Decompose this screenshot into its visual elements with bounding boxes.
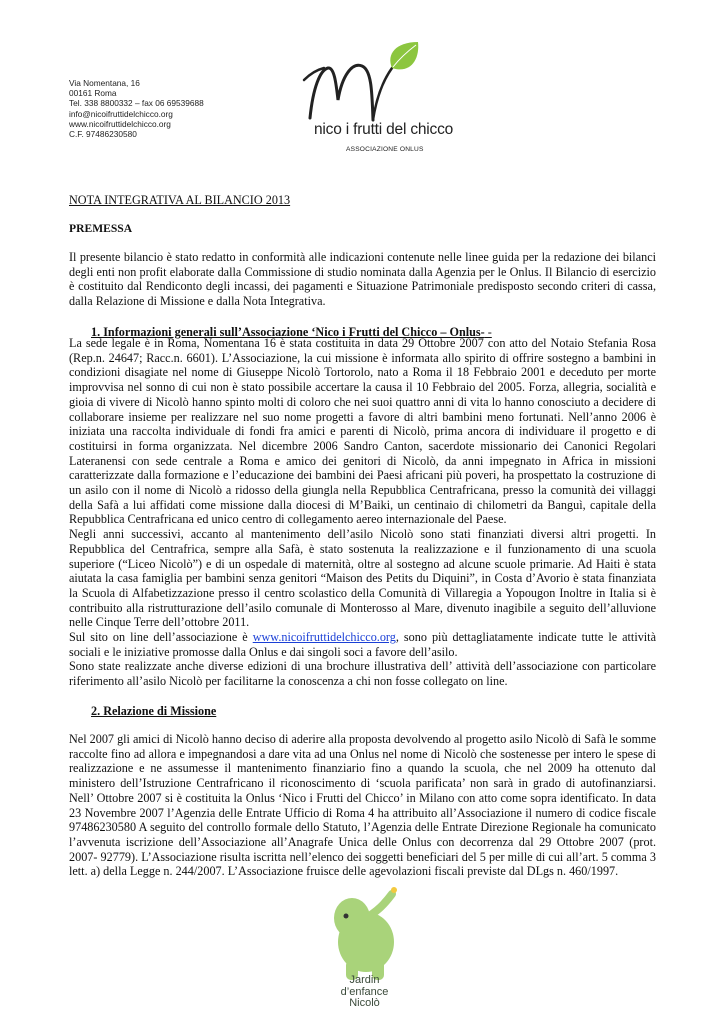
section-2-heading: 2. Relazione di Missione — [91, 704, 217, 718]
section-1-paragraph-sede: La sede legale è in Roma, Nomentana 16 è stata costituita in data 29 Ottobre 2007 con atto del Notaio Stefania Rosa (Rep.n. 24647; Racc.n. 6601). L’Associazione, la cui missione è informata allo spirito di offrire sostegno a bambini in condizioni disagiate nel nome di Giuseppe Nicolò Tortorolo, nato a Roma il 18 Febbraio 2001 e deceduto per morte improvvisa nel sonno di cui non è stato possibile accertare la causa il 10 Febbraio del 2005. Forza, allegria, socialità e gioia di vivere di Nicolò hanno spinto molti di coloro che nei suoi quattro anni di vita lo hanno conosciuto a decidere di collaborare insieme per realizzare nel suo nome progetti a favore di altri bambini meno fortunati. Nell’anno 2006 è iniziata una raccolta individuale di fondi fra amici e parenti di Nicolò, prima ancora di individuare il progetto e di costituirsi in forma organizzata. Nel dicembre 2006 Sandro Canton, sacerdote missionario dei Canonici Regolari Lateranensi con sede centrale a Roma e amico dei genitori di Nicolò, da anni impegnato in Africa in missioni caratterizzate dalla formazione e l’educazione dei bambini dei Paesi africani più poveri, ha prospettato la costruzione di un asilo con il nome di Nicolò a ridosso della giungla nella Repubblica Centrafricana, presso la comunità dei villaggi della Safà a lui affidati come missione dalla diocesi di M’Baiki, un centinaio di chilometri da Banguì, capitale della Repubblica Centrafricana ed unico centro di collegamento aereo internazionale del Paese. — [69, 336, 656, 527]
jardin-line-3: Nicolò — [349, 997, 380, 1010]
jardin-logo-text — [322, 975, 407, 1010]
jardin-line-1: Jardin — [349, 974, 380, 986]
site-suffix: , sono più dettagliatamente indicate tutte le attività sociali e le iniziative promosse dalla Onlus e dai singoli soci a favore dell’asilo. — [69, 630, 656, 659]
premessa-paragraph: Il presente bilancio è stato redatto in conformità alle indicazioni contenute nelle linee guida per la redazione dei bilanci degli enti non profit elaborate dalla Commissione di studio nominata dalla Agenzia per le Onlus. Il Bilancio di esercizio è costituito dal Rendiconto degli incassi, dei pagamenti e Situazione Patrimoniale predisposto secondo criteri di cassa, dalla Relazione di Missione e dalla Nota Integrativa. — [69, 250, 656, 309]
section-2-paragraph: Nel 2007 gli amici di Nicolò hanno deciso di aderire alla proposta devolvendo al progetto asilo Nicolò di Safà le somme raccolte fino ad allora e impegnandosi a dare vita ad una Onlus nel nome di Nicolò che sostenesse per intero le spese di realizzazione e ne assumesse il mantenimento finanziario fino a quando la scuola, che nel 2009 ha ottenuto dal ministero dell’Istruzione Centrafricano il riconoscimento di ‘scuola parificata’ non sarà in grado di autofinanziarsi. Nell’ Ottobre 2007 si è costituita la Onlus ‘Nico i Frutti del Chicco’ in Milano con atto come sopra identificato. In data 23 Novembre 2007 l’Agenzia delle Entrate Ufficio di Roma 4 ha attribuito all’Associazione il numero di codice fiscale 97486230580 A seguito del controllo formale dello Statuto, l’Agenzia delle Entrate Direzione Regionale ha comunicato l’avvenuta iscrizione dell’Associazione all’Anagrafe Unica delle Onlus con decorrenza dal 29 Ottobre 2007 (prot. 2007- 92779). L’Associazione risulta iscritta nell’elenco dei soggetti beneficiari del 5 per mille di cui all’art. 5 comma 3 lett. a) della Legge n. 244/2007. L’Associazione fruisce delle agevolazioni fiscali previste dal DLgs n. 460/1997. — [69, 732, 656, 879]
logo-name: nico i frutti del chicco — [314, 121, 454, 138]
address-email: info@nicoifruttidelchicco.org — [69, 108, 173, 119]
website-link[interactable]: www.nicoifruttidelchicco.org — [252, 630, 396, 645]
logo-subtitle: ASSOCIAZIONE ONLUS — [346, 146, 424, 153]
section-1-heading-text: 1. Informazioni generali sull’Associazione ‘Nico i Frutti del Chicco – Onlus- — [91, 325, 485, 339]
address-city: 00161 Roma — [69, 88, 117, 99]
address-street: Via Nomentana, 16 — [69, 78, 140, 88]
section-1-body — [69, 336, 656, 689]
section-1-paragraph-sito — [69, 630, 656, 659]
section-1-heading-tail: - — [484, 325, 492, 339]
document-title: NOTA INTEGRATIVA AL BILANCIO 2013 — [69, 193, 291, 207]
section-1-paragraph-brochure: Sono state realizzate anche diverse edizioni di una brochure illustrativa dell’ attività dell’associazione con particolare riferimento all’asilo Nicolò per facilitarne la conoscenza a chi non fosse collegato on line. — [69, 659, 656, 689]
jardin-line-2: d’enfance — [340, 985, 389, 998]
site-prefix: Sul sito on line dell’associazione è — [69, 630, 253, 645]
letterhead-address — [69, 78, 204, 139]
address-tax-code: C.F. 97486230580 — [69, 129, 137, 140]
address-website: www.nicoifruttidelchicco.org — [69, 118, 171, 129]
section-1-paragraph-progetti: Negli anni successivi, accanto al mantenimento dell’asilo Nicolò sono stati finanziati diversi altri progetti. In Repubblica del Centrafrica, sempre alla Safà, è stato sostenuta la realizzazione e il funzionamento di una scuola superiore (“Liceo Nicolò”) e di un ospedale di maternità, oltre al sostegno ad alcune scuole primarie. Ad Haiti è stata aiutata la casa famiglia per bambini senza genitori “Maison des Petits du Diquini”, in Costa d’Avorio è stata finanziata la Scuola di Alfabetizzazione presso il centro scolastico della Comunità di Villaregia a Yopougon Inoltre in Italia si è contribuito alla ristrutturazione dell’asilo comunale di Monterosso al Mare, divenuto inagibile a seguito dell’alluvione nelle Cinque Terre dell’ottobre 2011. — [69, 527, 656, 630]
premessa-heading: PREMESSA — [69, 222, 133, 235]
address-phone: Tel. 338 8800332 – fax 06 69539688 — [69, 98, 204, 109]
